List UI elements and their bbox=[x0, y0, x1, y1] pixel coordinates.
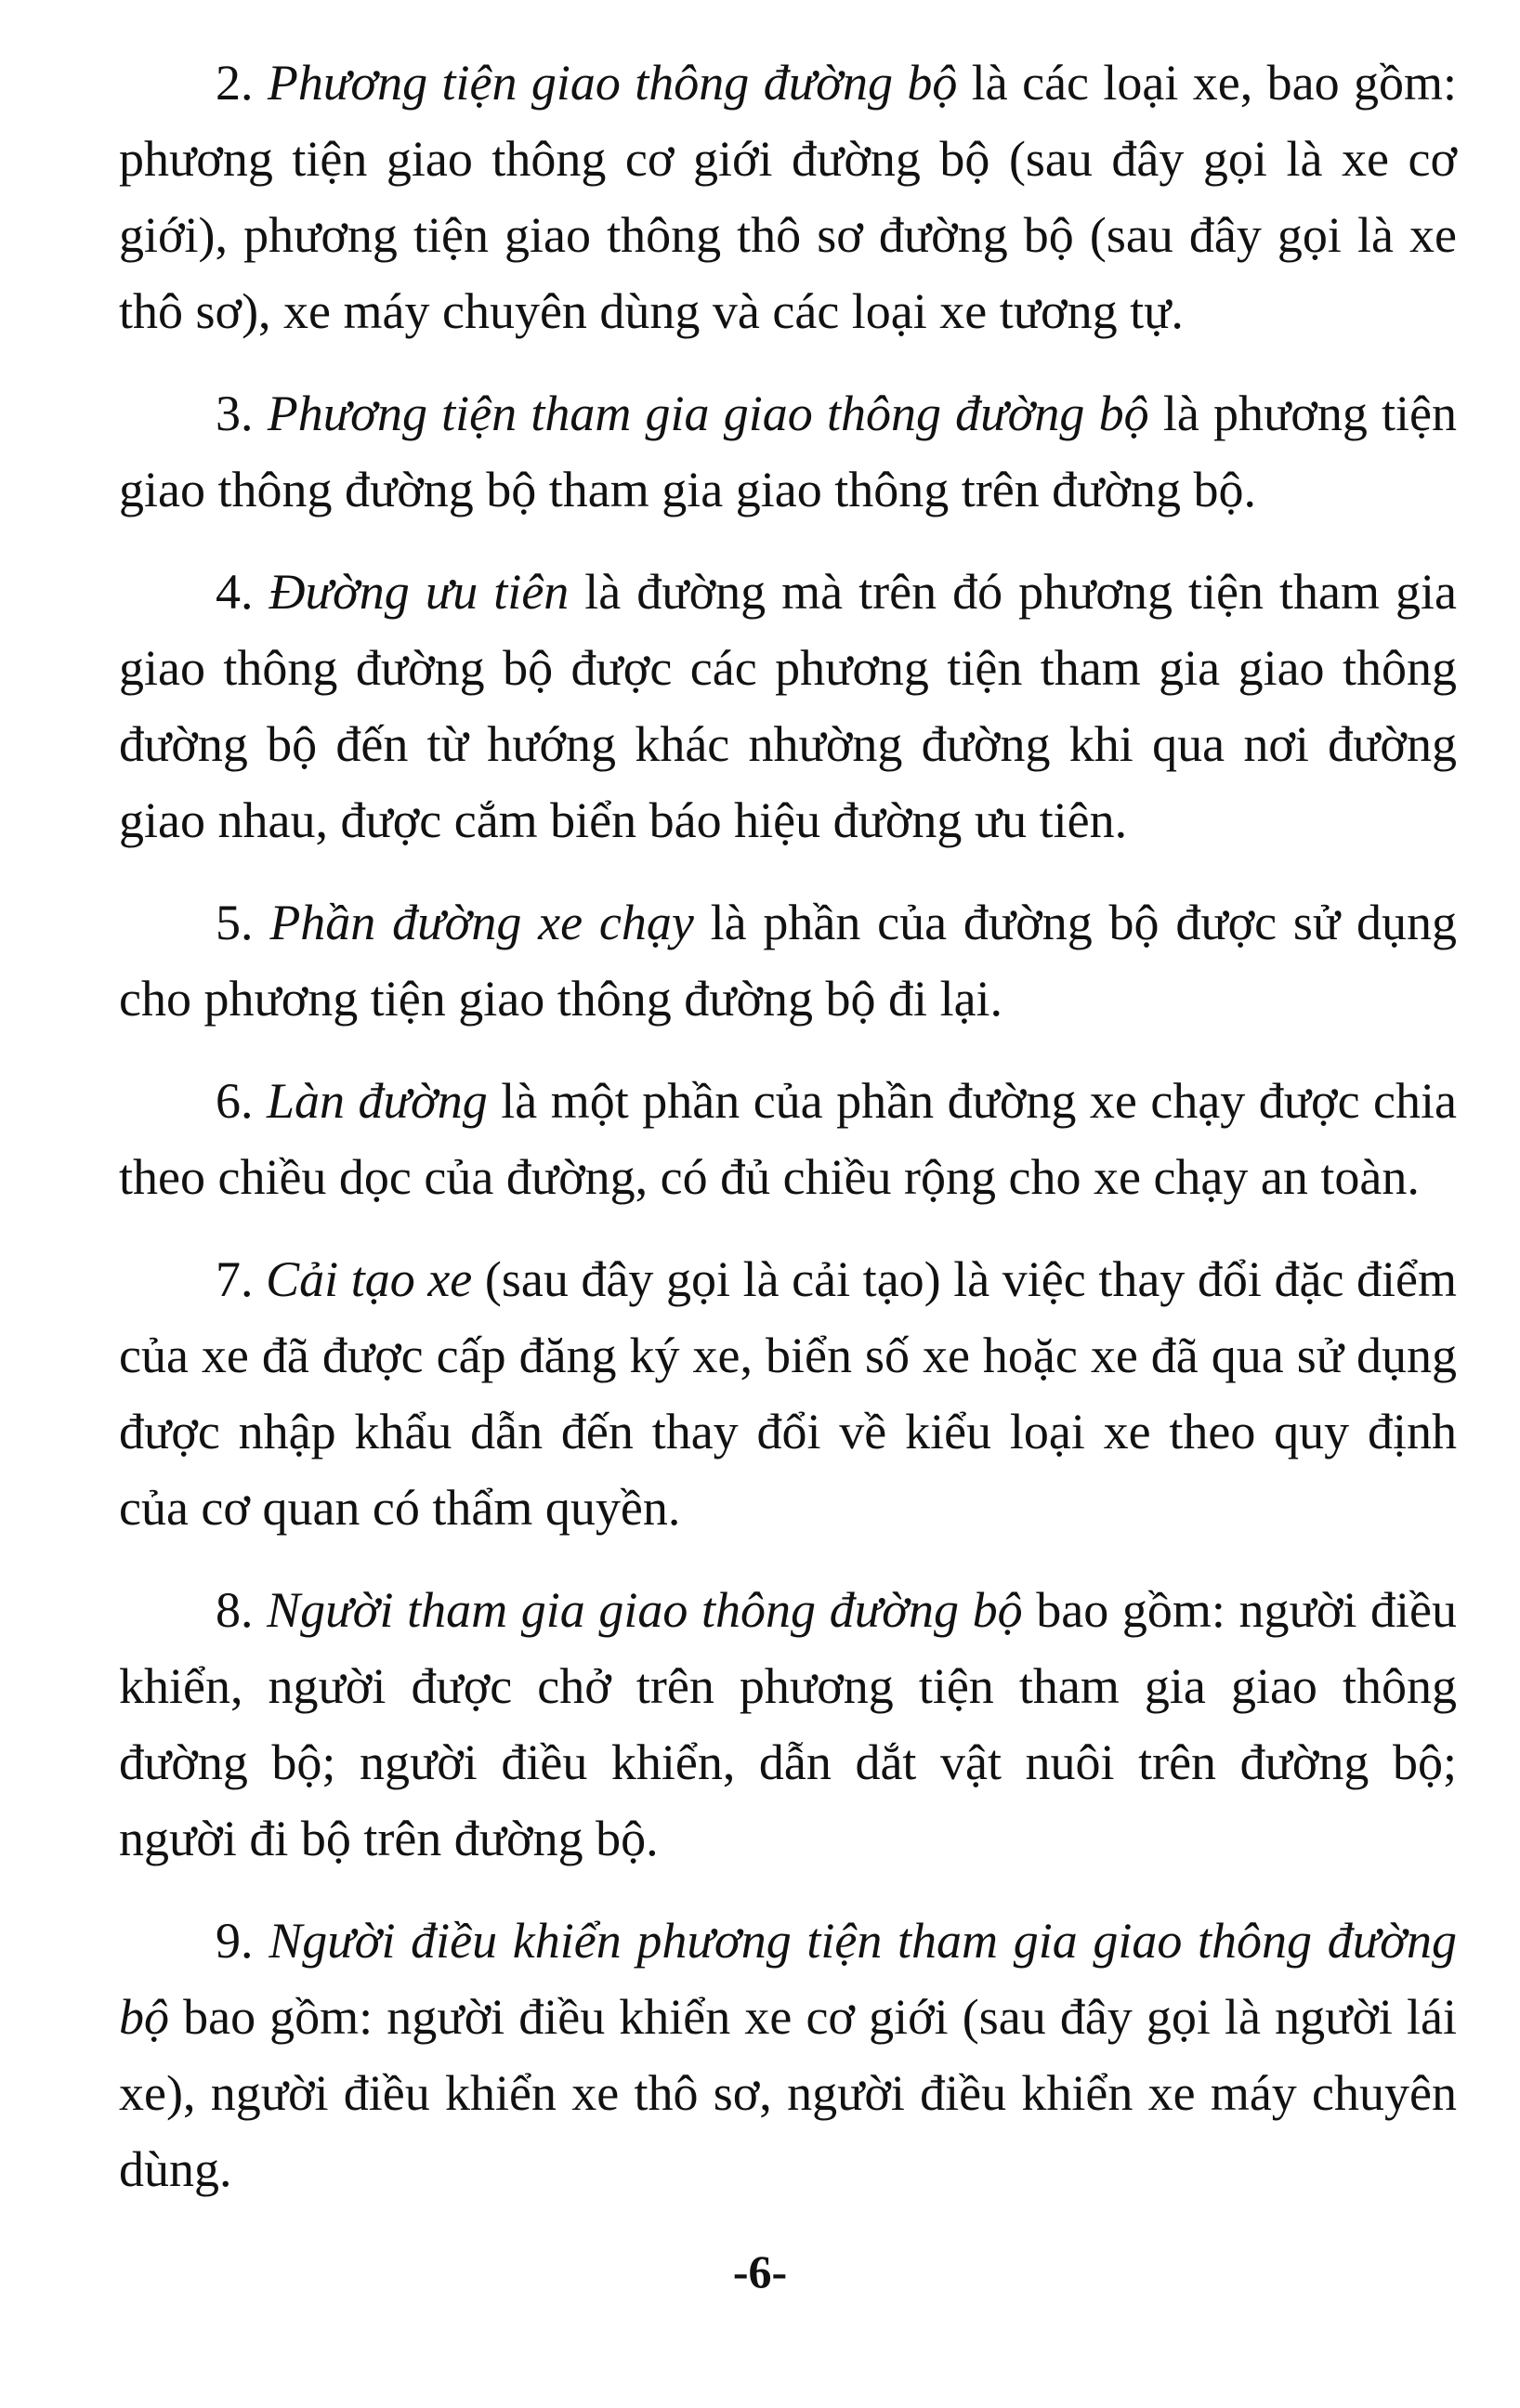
paragraph-text: là phương tiện giao thông đường bộ tham gia giao thông trên đường bộ. bbox=[119, 386, 1457, 517]
paragraph-number: 5. bbox=[216, 895, 254, 950]
paragraph-number: 4. bbox=[216, 564, 254, 620]
paragraph-text: là một phần của phần đường xe chạy được chia theo chiều dọc của đường, có đủ chiều rộng cho xe chạy an toàn. bbox=[119, 1073, 1457, 1205]
paragraph-text: (sau đây gọi là cải tạo) là việc thay đổi đặc điểm của xe đã được cấp đăng ký xe, biển số xe hoặc xe đã qua sử dụng được nhập khẩu dẫn đến thay đổi về kiểu loại xe theo quy định của cơ quan có thẩm quyền. bbox=[119, 1251, 1458, 1536]
defined-term: Đường ưu tiên bbox=[269, 564, 570, 620]
paragraph-number: 8. bbox=[216, 1582, 254, 1638]
paragraph-text: là phần của đường bộ được sử dụng cho phương tiện giao thông đường bộ đi lại. bbox=[119, 895, 1457, 1027]
paragraph-number: 3. bbox=[216, 386, 254, 441]
paragraph-5 bbox=[119, 884, 1457, 1037]
paragraph-8 bbox=[119, 1572, 1457, 1877]
page-number: -6- bbox=[732, 2245, 788, 2297]
paragraph-4 bbox=[119, 554, 1457, 858]
paragraph-6 bbox=[119, 1063, 1457, 1215]
defined-term: Phương tiện giao thông đường bộ bbox=[267, 55, 958, 111]
paragraph-text: là các loại xe, bao gồm: phương tiện giao thông cơ giới đường bộ (sau đây gọi là xe cơ giới), phương tiện giao thông thô sơ đường bộ (sau đây gọi là xe thô sơ), xe máy chuyên dùng và các loại xe tương tự. bbox=[119, 55, 1457, 339]
defined-term: Làn đường bbox=[267, 1073, 488, 1129]
paragraph-7 bbox=[119, 1241, 1457, 1546]
defined-term: Cải tạo xe bbox=[266, 1251, 473, 1307]
defined-term: Người tham gia giao thông đường bộ bbox=[267, 1582, 1023, 1638]
paragraph-9 bbox=[119, 1903, 1457, 2207]
paragraph-number: 6. bbox=[216, 1073, 254, 1129]
document-page bbox=[119, 45, 1457, 2233]
paragraph-number: 7. bbox=[216, 1251, 254, 1307]
paragraph-text: bao gồm: người điều khiển xe cơ giới (sau đây gọi là người lái xe), người điều khiển xe thô sơ, người điều khiển xe máy chuyên dùng. bbox=[119, 1989, 1457, 2197]
defined-term: Phương tiện tham gia giao thông đường bộ bbox=[267, 386, 1149, 441]
paragraph-number: 2. bbox=[216, 55, 254, 111]
paragraph-text: bao gồm: người điều khiển, người được chở trên phương tiện tham gia giao thông đường bộ; người điều khiển, dẫn dắt vật nuôi trên đường bộ; người đi bộ trên đường bộ. bbox=[119, 1582, 1457, 1866]
paragraph-number: 9. bbox=[216, 1913, 254, 1969]
paragraph-text: là đường mà trên đó phương tiện tham gia giao thông đường bộ được các phương tiện tham gia giao thông đường bộ đến từ hướng khác nhường đường khi qua nơi đường giao nhau, được cắm biển báo hiệu đường ưu tiên. bbox=[119, 564, 1457, 848]
defined-term: Phần đường xe chạy bbox=[269, 895, 694, 950]
defined-term: Người điều khiển phương tiện tham gia giao thông đường bộ bbox=[119, 1913, 1458, 2045]
paragraph-2 bbox=[119, 45, 1457, 349]
paragraph-3 bbox=[119, 375, 1457, 528]
